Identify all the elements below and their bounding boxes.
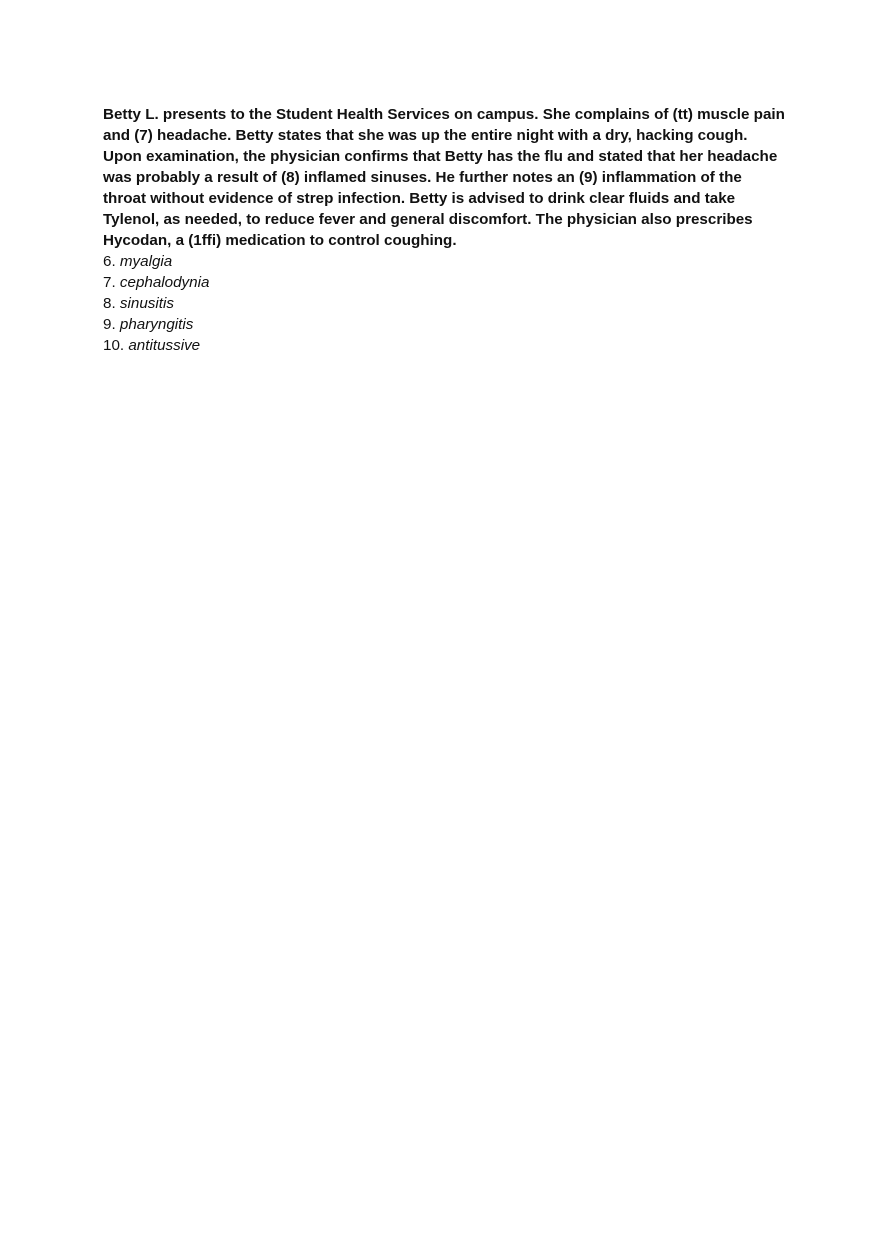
answer-item	[103, 251, 793, 272]
case-study-line: Betty L. presents to the Student Health Services on campus. She complains of (tt) muscle pain	[103, 106, 785, 123]
answer-item	[103, 293, 793, 314]
answer-item	[103, 314, 793, 335]
answer-term: myalgia	[119, 253, 173, 270]
case-study-line: and (7) headache. Betty states that she was up the entire night with a dry, hacking cough.	[103, 127, 748, 144]
case-study-line: throat without evidence of strep infection. Betty is advised to drink clear fluids and take	[103, 190, 736, 207]
answer-number: 6.	[103, 253, 116, 270]
answer-term: cephalodynia	[119, 274, 210, 291]
answer-number: 8.	[103, 295, 116, 312]
answer-item	[103, 272, 793, 293]
answer-term: sinusitis	[119, 295, 174, 312]
answer-term: antitussive	[128, 337, 201, 354]
answer-number: 10.	[103, 337, 125, 354]
case-study-paragraph	[103, 104, 793, 251]
answer-item	[103, 335, 793, 356]
answer-list	[103, 251, 793, 356]
document-content	[103, 104, 793, 356]
answer-number: 7.	[103, 274, 116, 291]
answer-number: 9.	[103, 316, 116, 333]
case-study-line: Tylenol, as needed, to reduce fever and general discomfort. The physician also prescribes	[103, 211, 753, 228]
case-study-line: was probably a result of (8) inflamed sinuses. He further notes an (9) inflammation of the	[103, 169, 742, 186]
answer-term: pharyngitis	[119, 316, 194, 333]
case-study-line: Upon examination, the physician confirms that Betty has the flu and stated that her headache	[103, 148, 778, 165]
case-study-line: Hycodan, a (1ffi) medication to control coughing.	[103, 232, 457, 249]
